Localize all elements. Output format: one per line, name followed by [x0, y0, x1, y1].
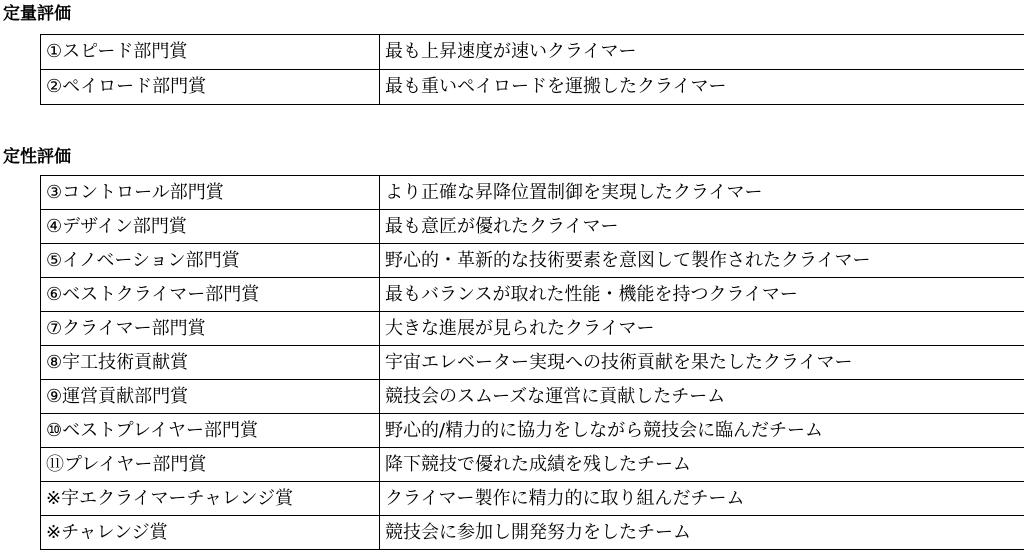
award-name: ※宇エクライマーチャレンジ賞: [41, 482, 380, 516]
award-name: ③コントロール部門賞: [41, 176, 380, 210]
table-row: [41, 346, 1024, 380]
quantitative-award-table: [40, 34, 1024, 105]
award-name: ※チャレンジ賞: [41, 516, 380, 550]
award-description: 大きな進展が見られたクライマー: [380, 312, 1024, 346]
award-description: 降下競技で優れた成績を残したチーム: [380, 448, 1024, 482]
award-description: 競技会のスムーズな運営に貢献したチーム: [380, 380, 1024, 414]
table-row: [41, 516, 1024, 550]
award-name: ④デザイン部門賞: [41, 210, 380, 244]
award-description: 宇宙エレベーター実現への技術貢献を果たしたクライマー: [380, 346, 1024, 380]
award-description: 最も上昇速度が速いクライマー: [380, 35, 1024, 70]
qualitative-award-table: [40, 175, 1024, 550]
table-row: [41, 448, 1024, 482]
award-description: 最も重いペイロードを運搬したクライマー: [380, 70, 1024, 105]
qualitative-heading: 定性評価: [3, 147, 71, 167]
award-description: 最も意匠が優れたクライマー: [380, 210, 1024, 244]
award-name: ①スピード部門賞: [41, 35, 380, 70]
award-name: ⑩ベストプレイヤー部門賞: [41, 414, 380, 448]
award-description: 最もバランスが取れた性能・機能を持つクライマー: [380, 278, 1024, 312]
table-row: [41, 35, 1024, 70]
award-description: クライマー製作に精力的に取り組んだチーム: [380, 482, 1024, 516]
table-row: [41, 482, 1024, 516]
award-description: 野心的・革新的な技術要素を意図して製作されたクライマー: [380, 244, 1024, 278]
quantitative-heading: 定量評価: [3, 4, 71, 24]
award-name: ⑥ベストクライマー部門賞: [41, 278, 380, 312]
table-row: [41, 278, 1024, 312]
award-description: 野心的/精力的に協力をしながら競技会に臨んだチーム: [380, 414, 1024, 448]
award-name: ⑪プレイヤー部門賞: [41, 448, 380, 482]
table-row: [41, 70, 1024, 105]
award-name: ⑧宇工技術貢献賞: [41, 346, 380, 380]
table-row: [41, 176, 1024, 210]
table-row: [41, 380, 1024, 414]
award-name: ⑤イノベーション部門賞: [41, 244, 380, 278]
table-row: [41, 210, 1024, 244]
table-row: [41, 244, 1024, 278]
table-row: [41, 414, 1024, 448]
award-description: 競技会に参加し開発努力をしたチーム: [380, 516, 1024, 550]
table-row: [41, 312, 1024, 346]
award-name: ②ペイロード部門賞: [41, 70, 380, 105]
award-name: ⑦クライマー部門賞: [41, 312, 380, 346]
award-description: より正確な昇降位置制御を実現したクライマー: [380, 176, 1024, 210]
award-name: ⑨運営貢献部門賞: [41, 380, 380, 414]
